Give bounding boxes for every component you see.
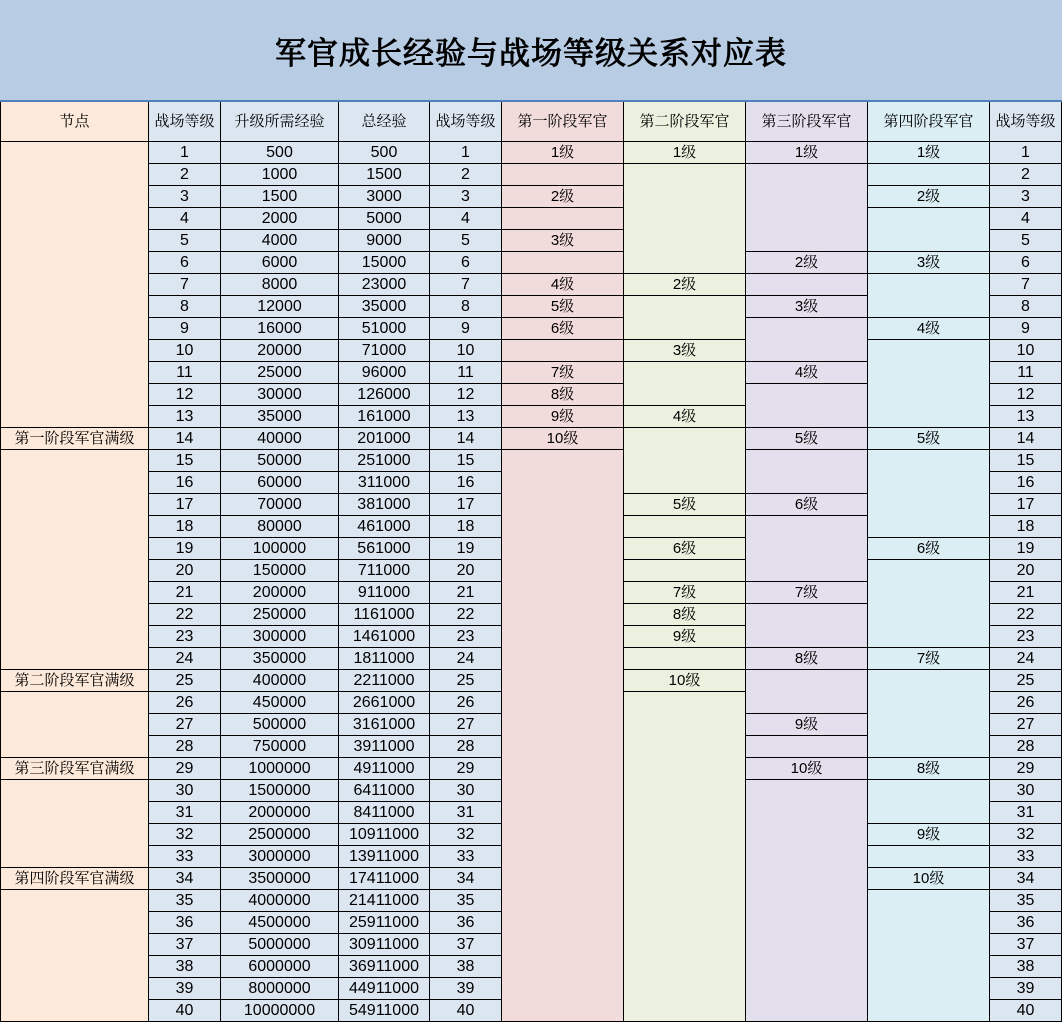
battle-level-cell: 25 bbox=[149, 670, 221, 692]
battle-level-cell: 2 bbox=[430, 164, 502, 186]
upgrade-exp-cell: 3500000 bbox=[221, 868, 339, 890]
battle-level-cell: 28 bbox=[149, 736, 221, 758]
battle-level-cell: 29 bbox=[430, 758, 502, 780]
battle-level-cell: 34 bbox=[149, 868, 221, 890]
battle-level-cell: 19 bbox=[990, 538, 1062, 560]
total-exp-cell: 23000 bbox=[339, 274, 430, 296]
total-exp-cell: 36911000 bbox=[339, 956, 430, 978]
total-exp-cell: 71000 bbox=[339, 340, 430, 362]
total-exp-cell: 161000 bbox=[339, 406, 430, 428]
stage2-grade-cell bbox=[624, 692, 746, 1022]
battle-level-cell: 35 bbox=[990, 890, 1062, 912]
battle-level-cell: 26 bbox=[990, 692, 1062, 714]
battle-level-cell: 16 bbox=[430, 472, 502, 494]
battle-level-cell: 1 bbox=[990, 142, 1062, 164]
stage3-grade-cell bbox=[746, 384, 868, 428]
total-exp-cell: 51000 bbox=[339, 318, 430, 340]
battle-level-cell: 40 bbox=[430, 1000, 502, 1022]
column-header-stage1: 第一阶段军官 bbox=[502, 102, 624, 142]
stage4-grade-cell bbox=[868, 670, 990, 758]
battle-level-cell: 11 bbox=[149, 362, 221, 384]
total-exp-cell: 711000 bbox=[339, 560, 430, 582]
battle-level-cell: 24 bbox=[430, 648, 502, 670]
upgrade-exp-cell: 20000 bbox=[221, 340, 339, 362]
stage4-grade-cell: 2级 bbox=[868, 186, 990, 208]
battle-level-cell: 31 bbox=[990, 802, 1062, 824]
officer-exp-level-table bbox=[0, 102, 1062, 1022]
battle-level-cell: 8 bbox=[430, 296, 502, 318]
upgrade-exp-cell: 6000 bbox=[221, 252, 339, 274]
stage3-grade-cell: 1级 bbox=[746, 142, 868, 164]
total-exp-cell: 35000 bbox=[339, 296, 430, 318]
node-cell: 第一阶段军官满级 bbox=[0, 428, 149, 450]
upgrade-exp-cell: 3000000 bbox=[221, 846, 339, 868]
battle-level-cell: 5 bbox=[149, 230, 221, 252]
total-exp-cell: 5000 bbox=[339, 208, 430, 230]
total-exp-cell: 9000 bbox=[339, 230, 430, 252]
upgrade-exp-cell: 5000000 bbox=[221, 934, 339, 956]
upgrade-exp-cell: 2500000 bbox=[221, 824, 339, 846]
column-header-level-b: 战场等级 bbox=[430, 102, 502, 142]
upgrade-exp-cell: 1000000 bbox=[221, 758, 339, 780]
stage2-grade-cell bbox=[624, 296, 746, 340]
stage3-grade-cell bbox=[746, 274, 868, 296]
battle-level-cell: 3 bbox=[430, 186, 502, 208]
battle-level-cell: 4 bbox=[990, 208, 1062, 230]
upgrade-exp-cell: 8000000 bbox=[221, 978, 339, 1000]
stage3-grade-cell bbox=[746, 780, 868, 1022]
battle-level-cell: 34 bbox=[990, 868, 1062, 890]
upgrade-exp-cell: 70000 bbox=[221, 494, 339, 516]
total-exp-cell: 96000 bbox=[339, 362, 430, 384]
upgrade-exp-cell: 1500000 bbox=[221, 780, 339, 802]
stage3-grade-cell: 4级 bbox=[746, 362, 868, 384]
battle-level-cell: 27 bbox=[990, 714, 1062, 736]
battle-level-cell: 40 bbox=[149, 1000, 221, 1022]
upgrade-exp-cell: 450000 bbox=[221, 692, 339, 714]
upgrade-exp-cell: 100000 bbox=[221, 538, 339, 560]
battle-level-cell: 7 bbox=[430, 274, 502, 296]
total-exp-cell: 3161000 bbox=[339, 714, 430, 736]
stage2-grade-cell: 6级 bbox=[624, 538, 746, 560]
stage4-grade-cell bbox=[868, 890, 990, 1022]
stage3-grade-cell bbox=[746, 164, 868, 252]
stage4-grade-cell: 5级 bbox=[868, 428, 990, 450]
upgrade-exp-cell: 16000 bbox=[221, 318, 339, 340]
battle-level-cell: 33 bbox=[990, 846, 1062, 868]
stage4-grade-cell bbox=[868, 340, 990, 428]
stage4-grade-cell: 1级 bbox=[868, 142, 990, 164]
total-exp-cell: 201000 bbox=[339, 428, 430, 450]
stage2-grade-cell bbox=[624, 648, 746, 670]
column-header-level-c: 战场等级 bbox=[990, 102, 1062, 142]
battle-level-cell: 15 bbox=[990, 450, 1062, 472]
total-exp-cell: 4911000 bbox=[339, 758, 430, 780]
battle-level-cell: 23 bbox=[430, 626, 502, 648]
stage2-grade-cell: 5级 bbox=[624, 494, 746, 516]
battle-level-cell: 20 bbox=[990, 560, 1062, 582]
battle-level-cell: 26 bbox=[149, 692, 221, 714]
battle-level-cell: 33 bbox=[430, 846, 502, 868]
battle-level-cell: 16 bbox=[149, 472, 221, 494]
battle-level-cell: 7 bbox=[990, 274, 1062, 296]
battle-level-cell: 38 bbox=[990, 956, 1062, 978]
battle-level-cell: 35 bbox=[149, 890, 221, 912]
battle-level-cell: 12 bbox=[430, 384, 502, 406]
battle-level-cell: 32 bbox=[430, 824, 502, 846]
battle-level-cell: 4 bbox=[430, 208, 502, 230]
node-cell bbox=[0, 780, 149, 868]
stage1-grade-cell: 9级 bbox=[502, 406, 624, 428]
stage3-grade-cell: 10级 bbox=[746, 758, 868, 780]
stage2-grade-cell: 10级 bbox=[624, 670, 746, 692]
battle-level-cell: 14 bbox=[990, 428, 1062, 450]
battle-level-cell: 10 bbox=[149, 340, 221, 362]
battle-level-cell: 1 bbox=[430, 142, 502, 164]
stage4-grade-cell: 7级 bbox=[868, 648, 990, 670]
stage3-grade-cell: 2级 bbox=[746, 252, 868, 274]
battle-level-cell: 2 bbox=[149, 164, 221, 186]
battle-level-cell: 34 bbox=[430, 868, 502, 890]
total-exp-cell: 44911000 bbox=[339, 978, 430, 1000]
battle-level-cell: 36 bbox=[149, 912, 221, 934]
upgrade-exp-cell: 400000 bbox=[221, 670, 339, 692]
total-exp-cell: 3000 bbox=[339, 186, 430, 208]
battle-level-cell: 17 bbox=[149, 494, 221, 516]
stage2-grade-cell: 2级 bbox=[624, 274, 746, 296]
stage4-grade-cell: 3级 bbox=[868, 252, 990, 274]
stage4-grade-cell bbox=[868, 450, 990, 538]
battle-level-cell: 23 bbox=[149, 626, 221, 648]
battle-level-cell: 18 bbox=[430, 516, 502, 538]
battle-level-cell: 32 bbox=[990, 824, 1062, 846]
upgrade-exp-cell: 350000 bbox=[221, 648, 339, 670]
stage1-grade-cell: 10级 bbox=[502, 428, 624, 450]
upgrade-exp-cell: 25000 bbox=[221, 362, 339, 384]
total-exp-cell: 311000 bbox=[339, 472, 430, 494]
battle-level-cell: 40 bbox=[990, 1000, 1062, 1022]
column-header-stage3: 第三阶段军官 bbox=[746, 102, 868, 142]
battle-level-cell: 25 bbox=[990, 670, 1062, 692]
stage2-grade-cell bbox=[624, 164, 746, 274]
battle-level-cell: 38 bbox=[430, 956, 502, 978]
upgrade-exp-cell: 40000 bbox=[221, 428, 339, 450]
node-cell bbox=[0, 890, 149, 1022]
battle-level-cell: 13 bbox=[990, 406, 1062, 428]
battle-level-cell: 39 bbox=[149, 978, 221, 1000]
upgrade-exp-cell: 8000 bbox=[221, 274, 339, 296]
upgrade-exp-cell: 300000 bbox=[221, 626, 339, 648]
battle-level-cell: 17 bbox=[990, 494, 1062, 516]
battle-level-cell: 36 bbox=[990, 912, 1062, 934]
stage1-grade-cell: 5级 bbox=[502, 296, 624, 318]
stage4-grade-cell: 10级 bbox=[868, 868, 990, 890]
total-exp-cell: 8411000 bbox=[339, 802, 430, 824]
total-exp-cell: 2211000 bbox=[339, 670, 430, 692]
total-exp-cell: 54911000 bbox=[339, 1000, 430, 1022]
battle-level-cell: 6 bbox=[430, 252, 502, 274]
stage3-grade-cell: 6级 bbox=[746, 494, 868, 516]
battle-level-cell: 37 bbox=[430, 934, 502, 956]
stage1-grade-cell bbox=[502, 208, 624, 230]
total-exp-cell: 2661000 bbox=[339, 692, 430, 714]
battle-level-cell: 3 bbox=[990, 186, 1062, 208]
battle-level-cell: 9 bbox=[149, 318, 221, 340]
stage4-grade-cell: 8级 bbox=[868, 758, 990, 780]
battle-level-cell: 18 bbox=[149, 516, 221, 538]
battle-level-cell: 30 bbox=[990, 780, 1062, 802]
battle-level-cell: 4 bbox=[149, 208, 221, 230]
battle-level-cell: 39 bbox=[990, 978, 1062, 1000]
stage4-grade-cell bbox=[868, 846, 990, 868]
column-header-level-a: 战场等级 bbox=[149, 102, 221, 142]
stage4-grade-cell bbox=[868, 208, 990, 252]
column-header-node: 节点 bbox=[0, 102, 149, 142]
battle-level-cell: 36 bbox=[430, 912, 502, 934]
stage2-grade-cell: 1级 bbox=[624, 142, 746, 164]
upgrade-exp-cell: 2000 bbox=[221, 208, 339, 230]
upgrade-exp-cell: 2000000 bbox=[221, 802, 339, 824]
stage2-grade-cell: 3级 bbox=[624, 340, 746, 362]
total-exp-cell: 561000 bbox=[339, 538, 430, 560]
battle-level-cell: 30 bbox=[149, 780, 221, 802]
stage4-grade-cell bbox=[868, 274, 990, 318]
total-exp-cell: 15000 bbox=[339, 252, 430, 274]
total-exp-cell: 461000 bbox=[339, 516, 430, 538]
upgrade-exp-cell: 12000 bbox=[221, 296, 339, 318]
total-exp-cell: 17411000 bbox=[339, 868, 430, 890]
stage1-grade-cell: 7级 bbox=[502, 362, 624, 384]
upgrade-exp-cell: 30000 bbox=[221, 384, 339, 406]
battle-level-cell: 1 bbox=[149, 142, 221, 164]
total-exp-cell: 10911000 bbox=[339, 824, 430, 846]
stage1-grade-cell bbox=[502, 340, 624, 362]
stage3-grade-cell bbox=[746, 450, 868, 494]
stage1-grade-cell bbox=[502, 164, 624, 186]
stage2-grade-cell bbox=[624, 362, 746, 406]
stage1-grade-cell bbox=[502, 252, 624, 274]
battle-level-cell: 9 bbox=[990, 318, 1062, 340]
stage2-grade-cell bbox=[624, 428, 746, 494]
total-exp-cell: 381000 bbox=[339, 494, 430, 516]
battle-level-cell: 30 bbox=[430, 780, 502, 802]
stage4-grade-cell: 4级 bbox=[868, 318, 990, 340]
total-exp-cell: 3911000 bbox=[339, 736, 430, 758]
total-exp-cell: 13911000 bbox=[339, 846, 430, 868]
battle-level-cell: 27 bbox=[430, 714, 502, 736]
stage1-grade-cell: 8级 bbox=[502, 384, 624, 406]
upgrade-exp-cell: 200000 bbox=[221, 582, 339, 604]
total-exp-cell: 500 bbox=[339, 142, 430, 164]
upgrade-exp-cell: 35000 bbox=[221, 406, 339, 428]
battle-level-cell: 22 bbox=[149, 604, 221, 626]
battle-level-cell: 8 bbox=[990, 296, 1062, 318]
stage2-grade-cell bbox=[624, 560, 746, 582]
battle-level-cell: 17 bbox=[430, 494, 502, 516]
battle-level-cell: 20 bbox=[430, 560, 502, 582]
column-header-stage2: 第二阶段军官 bbox=[624, 102, 746, 142]
battle-level-cell: 12 bbox=[149, 384, 221, 406]
stage2-grade-cell: 7级 bbox=[624, 582, 746, 604]
upgrade-exp-cell: 4500000 bbox=[221, 912, 339, 934]
battle-level-cell: 2 bbox=[990, 164, 1062, 186]
battle-level-cell: 25 bbox=[430, 670, 502, 692]
battle-level-cell: 38 bbox=[149, 956, 221, 978]
battle-level-cell: 21 bbox=[990, 582, 1062, 604]
stage4-grade-cell: 9级 bbox=[868, 824, 990, 846]
battle-level-cell: 7 bbox=[149, 274, 221, 296]
stage3-grade-cell bbox=[746, 318, 868, 362]
battle-level-cell: 10 bbox=[990, 340, 1062, 362]
battle-level-cell: 37 bbox=[990, 934, 1062, 956]
node-cell: 第三阶段军官满级 bbox=[0, 758, 149, 780]
upgrade-exp-cell: 1000 bbox=[221, 164, 339, 186]
upgrade-exp-cell: 6000000 bbox=[221, 956, 339, 978]
upgrade-exp-cell: 80000 bbox=[221, 516, 339, 538]
battle-level-cell: 11 bbox=[990, 362, 1062, 384]
stage2-grade-cell: 8级 bbox=[624, 604, 746, 626]
node-cell: 第二阶段军官满级 bbox=[0, 670, 149, 692]
battle-level-cell: 10 bbox=[430, 340, 502, 362]
total-exp-cell: 6411000 bbox=[339, 780, 430, 802]
table-title: 军官成长经验与战场等级关系对应表 bbox=[0, 0, 1062, 102]
upgrade-exp-cell: 150000 bbox=[221, 560, 339, 582]
battle-level-cell: 14 bbox=[149, 428, 221, 450]
battle-level-cell: 27 bbox=[149, 714, 221, 736]
battle-level-cell: 14 bbox=[430, 428, 502, 450]
battle-level-cell: 8 bbox=[149, 296, 221, 318]
total-exp-cell: 25911000 bbox=[339, 912, 430, 934]
total-exp-cell: 1461000 bbox=[339, 626, 430, 648]
stage1-grade-cell bbox=[502, 450, 624, 1022]
stage3-grade-cell: 9级 bbox=[746, 714, 868, 736]
battle-level-cell: 22 bbox=[990, 604, 1062, 626]
upgrade-exp-cell: 60000 bbox=[221, 472, 339, 494]
battle-level-cell: 33 bbox=[149, 846, 221, 868]
battle-level-cell: 29 bbox=[990, 758, 1062, 780]
battle-level-cell: 9 bbox=[430, 318, 502, 340]
battle-level-cell: 15 bbox=[430, 450, 502, 472]
stage3-grade-cell: 7级 bbox=[746, 582, 868, 604]
battle-level-cell: 6 bbox=[149, 252, 221, 274]
upgrade-exp-cell: 4000000 bbox=[221, 890, 339, 912]
stage3-grade-cell bbox=[746, 516, 868, 582]
stage3-grade-cell: 3级 bbox=[746, 296, 868, 318]
battle-level-cell: 28 bbox=[430, 736, 502, 758]
battle-level-cell: 23 bbox=[990, 626, 1062, 648]
battle-level-cell: 31 bbox=[430, 802, 502, 824]
total-exp-cell: 21411000 bbox=[339, 890, 430, 912]
battle-level-cell: 26 bbox=[430, 692, 502, 714]
battle-level-cell: 5 bbox=[990, 230, 1062, 252]
battle-level-cell: 3 bbox=[149, 186, 221, 208]
total-exp-cell: 30911000 bbox=[339, 934, 430, 956]
total-exp-cell: 1500 bbox=[339, 164, 430, 186]
stage1-grade-cell: 6级 bbox=[502, 318, 624, 340]
battle-level-cell: 11 bbox=[430, 362, 502, 384]
battle-level-cell: 28 bbox=[990, 736, 1062, 758]
total-exp-cell: 1811000 bbox=[339, 648, 430, 670]
stage3-grade-cell bbox=[746, 736, 868, 758]
upgrade-exp-cell: 500000 bbox=[221, 714, 339, 736]
node-cell bbox=[0, 692, 149, 758]
battle-level-cell: 37 bbox=[149, 934, 221, 956]
upgrade-exp-cell: 250000 bbox=[221, 604, 339, 626]
stage2-grade-cell bbox=[624, 516, 746, 538]
battle-level-cell: 5 bbox=[430, 230, 502, 252]
upgrade-exp-cell: 50000 bbox=[221, 450, 339, 472]
column-header-stage4: 第四阶段军官 bbox=[868, 102, 990, 142]
node-cell bbox=[0, 142, 149, 428]
upgrade-exp-cell: 10000000 bbox=[221, 1000, 339, 1022]
battle-level-cell: 19 bbox=[149, 538, 221, 560]
column-header-upgrade-exp: 升级所需经验 bbox=[221, 102, 339, 142]
stage4-grade-cell bbox=[868, 780, 990, 824]
battle-level-cell: 21 bbox=[149, 582, 221, 604]
upgrade-exp-cell: 500 bbox=[221, 142, 339, 164]
battle-level-cell: 24 bbox=[990, 648, 1062, 670]
battle-level-cell: 15 bbox=[149, 450, 221, 472]
battle-level-cell: 6 bbox=[990, 252, 1062, 274]
column-header-total-exp: 总经验 bbox=[339, 102, 430, 142]
total-exp-cell: 1161000 bbox=[339, 604, 430, 626]
node-cell bbox=[0, 450, 149, 670]
battle-level-cell: 21 bbox=[430, 582, 502, 604]
stage3-grade-cell: 8级 bbox=[746, 648, 868, 670]
battle-level-cell: 22 bbox=[430, 604, 502, 626]
stage4-grade-cell bbox=[868, 560, 990, 648]
battle-level-cell: 16 bbox=[990, 472, 1062, 494]
battle-level-cell: 13 bbox=[430, 406, 502, 428]
battle-level-cell: 13 bbox=[149, 406, 221, 428]
upgrade-exp-cell: 4000 bbox=[221, 230, 339, 252]
stage1-grade-cell: 1级 bbox=[502, 142, 624, 164]
upgrade-exp-cell: 1500 bbox=[221, 186, 339, 208]
stage1-grade-cell: 4级 bbox=[502, 274, 624, 296]
node-cell: 第四阶段军官满级 bbox=[0, 868, 149, 890]
battle-level-cell: 24 bbox=[149, 648, 221, 670]
stage4-grade-cell: 6级 bbox=[868, 538, 990, 560]
battle-level-cell: 35 bbox=[430, 890, 502, 912]
upgrade-exp-cell: 750000 bbox=[221, 736, 339, 758]
stage3-grade-cell bbox=[746, 604, 868, 648]
stage1-grade-cell: 2级 bbox=[502, 186, 624, 208]
battle-level-cell: 39 bbox=[430, 978, 502, 1000]
stage2-grade-cell: 4级 bbox=[624, 406, 746, 428]
stage1-grade-cell: 3级 bbox=[502, 230, 624, 252]
battle-level-cell: 20 bbox=[149, 560, 221, 582]
total-exp-cell: 911000 bbox=[339, 582, 430, 604]
stage4-grade-cell bbox=[868, 164, 990, 186]
battle-level-cell: 12 bbox=[990, 384, 1062, 406]
battle-level-cell: 32 bbox=[149, 824, 221, 846]
battle-level-cell: 18 bbox=[990, 516, 1062, 538]
total-exp-cell: 251000 bbox=[339, 450, 430, 472]
stage3-grade-cell: 5级 bbox=[746, 428, 868, 450]
battle-level-cell: 19 bbox=[430, 538, 502, 560]
stage2-grade-cell: 9级 bbox=[624, 626, 746, 648]
total-exp-cell: 126000 bbox=[339, 384, 430, 406]
battle-level-cell: 31 bbox=[149, 802, 221, 824]
battle-level-cell: 29 bbox=[149, 758, 221, 780]
stage3-grade-cell bbox=[746, 670, 868, 714]
